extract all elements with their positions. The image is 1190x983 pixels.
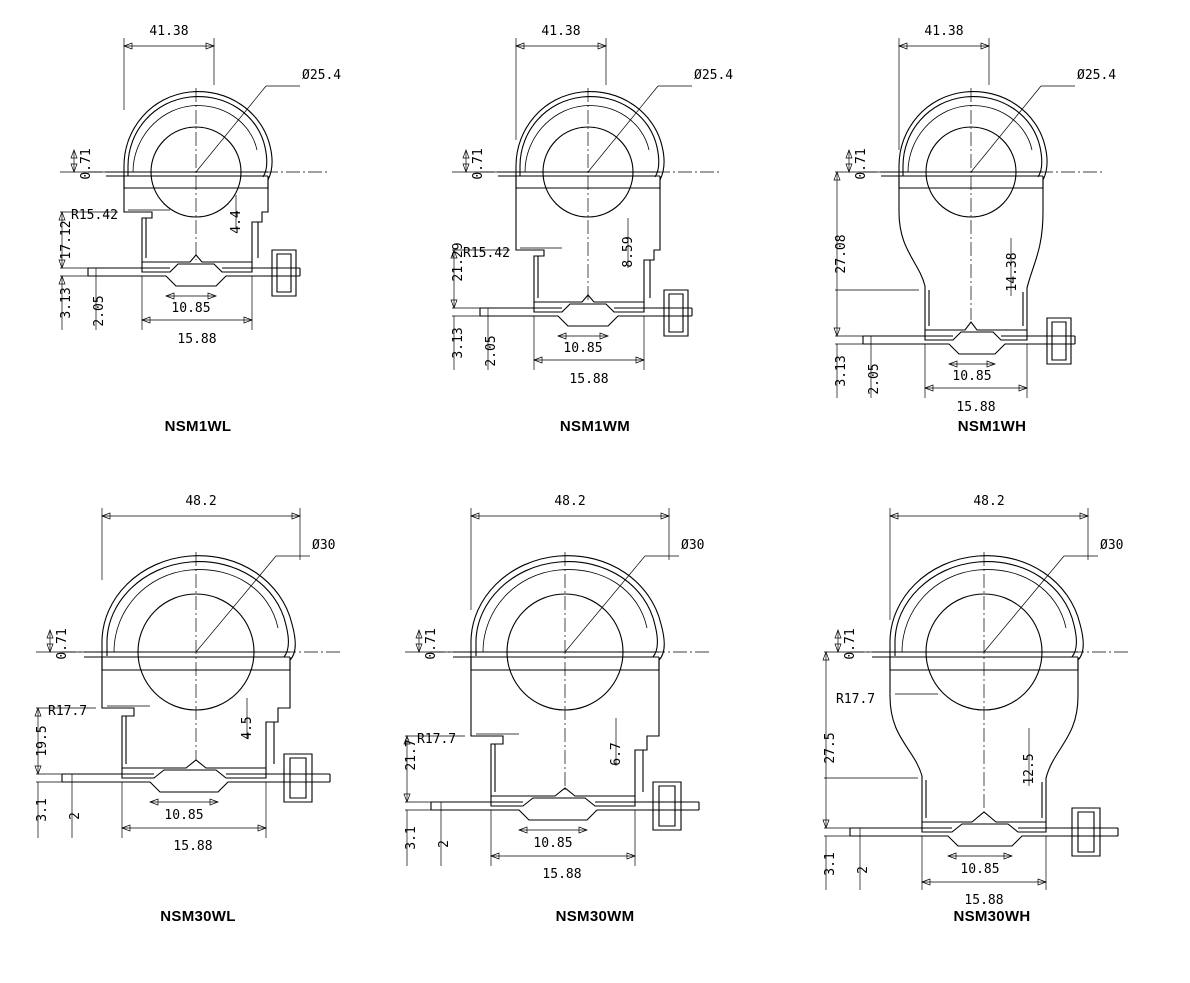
figure-nsm1wm [397, 0, 793, 490]
dim-height-main: 17.12 [59, 220, 74, 260]
dim-inner-offset: 8.59 [621, 236, 636, 268]
dim-inner-offset: 14.38 [1005, 252, 1020, 292]
dim-height-main: 21.7 [404, 739, 419, 771]
dim-base-width: 15.88 [177, 332, 217, 347]
dim-radius: R17.7 [417, 732, 457, 747]
drawing-nsm1wl [0, 0, 396, 430]
figure-nsm30wm [397, 490, 793, 980]
dim-top-gap: 0.71 [854, 148, 869, 180]
drawing-nsm1wh [794, 0, 1190, 430]
dim-ring-diameter: Ø25.4 [1077, 68, 1117, 83]
dim-base-h1: 3.1 [35, 798, 50, 822]
dim-base-h1: 3.13 [834, 355, 849, 387]
dim-ring-diameter: Ø30 [681, 538, 705, 553]
dim-ring-diameter: Ø25.4 [694, 68, 734, 83]
dim-slot-width: 10.85 [164, 808, 204, 823]
dim-base-h2: 2 [68, 812, 83, 820]
dim-radius: R15.42 [463, 246, 510, 261]
figure-caption: NSM1WL [164, 418, 232, 435]
figure-nsm1wh [794, 0, 1190, 490]
dim-width-overall: 41.38 [149, 24, 189, 39]
dim-base-h2: 2.05 [484, 335, 499, 367]
figure-caption: NSM30WL [160, 908, 236, 925]
dim-base-width: 15.88 [542, 867, 582, 882]
dim-width-overall: 41.38 [541, 24, 581, 39]
dim-ring-diameter: Ø30 [312, 538, 336, 553]
dim-height-main: 19.5 [35, 725, 50, 757]
dim-ring-diameter: Ø30 [1100, 538, 1124, 553]
dim-slot-width: 10.85 [960, 862, 1000, 877]
figure-caption: NSM1WM [559, 418, 631, 435]
dim-slot-width: 10.85 [533, 836, 573, 851]
dim-base-h1: 3.13 [451, 327, 466, 359]
dim-base-h1: 3.13 [59, 287, 74, 319]
figure-nsm1wl [0, 0, 396, 490]
dim-top-gap: 0.71 [79, 148, 94, 180]
dim-base-width: 15.88 [956, 400, 996, 415]
dim-width-overall: 48.2 [973, 494, 1005, 509]
dim-slot-width: 10.85 [952, 369, 992, 384]
dim-base-h2: 2 [437, 840, 452, 848]
figure-caption: NSM30WH [953, 908, 1031, 925]
dim-top-gap: 0.71 [843, 628, 858, 660]
dim-slot-width: 10.85 [563, 341, 603, 356]
dim-inner-offset: 12.5 [1022, 753, 1037, 785]
dim-base-h2: 2 [856, 866, 871, 874]
dim-height-main: 27.5 [823, 732, 838, 764]
dim-radius: R17.7 [48, 704, 88, 719]
dim-width-overall: 48.2 [185, 494, 217, 509]
dim-inner-offset: 6.7 [609, 742, 624, 766]
dim-radius: R15.42 [71, 208, 118, 223]
dim-base-width: 15.88 [569, 372, 609, 387]
dim-slot-width: 10.85 [171, 301, 211, 316]
dim-top-gap: 0.71 [424, 628, 439, 660]
drawing-nsm30wh [794, 490, 1190, 920]
dim-height-main: 21.29 [451, 242, 466, 282]
figure-caption: NSM1WH [957, 418, 1027, 435]
drawing-nsm30wl [0, 490, 396, 920]
dim-width-overall: 48.2 [554, 494, 586, 509]
dim-height-main: 27.08 [834, 234, 849, 274]
dim-base-h2: 2.05 [867, 363, 882, 395]
figure-nsm30wl [0, 490, 396, 980]
dim-top-gap: 0.71 [471, 148, 486, 180]
dim-base-width: 15.88 [964, 893, 1004, 908]
drawing-nsm30wm [397, 490, 793, 920]
dim-base-width: 15.88 [173, 839, 213, 854]
dim-inner-offset: 4.5 [240, 716, 255, 740]
dim-radius: R17.7 [836, 692, 876, 707]
dim-width-overall: 41.38 [924, 24, 964, 39]
dim-base-h1: 3.1 [404, 826, 419, 850]
dim-inner-offset: 4.4 [229, 210, 244, 234]
dim-base-h1: 3.1 [823, 852, 838, 876]
dim-top-gap: 0.71 [55, 628, 70, 660]
figure-nsm30wh [794, 490, 1190, 980]
dim-ring-diameter: Ø25.4 [302, 68, 342, 83]
figure-caption: NSM30WM [555, 908, 635, 925]
drawing-nsm1wm [397, 0, 793, 430]
dim-base-h2: 2.05 [92, 295, 107, 327]
